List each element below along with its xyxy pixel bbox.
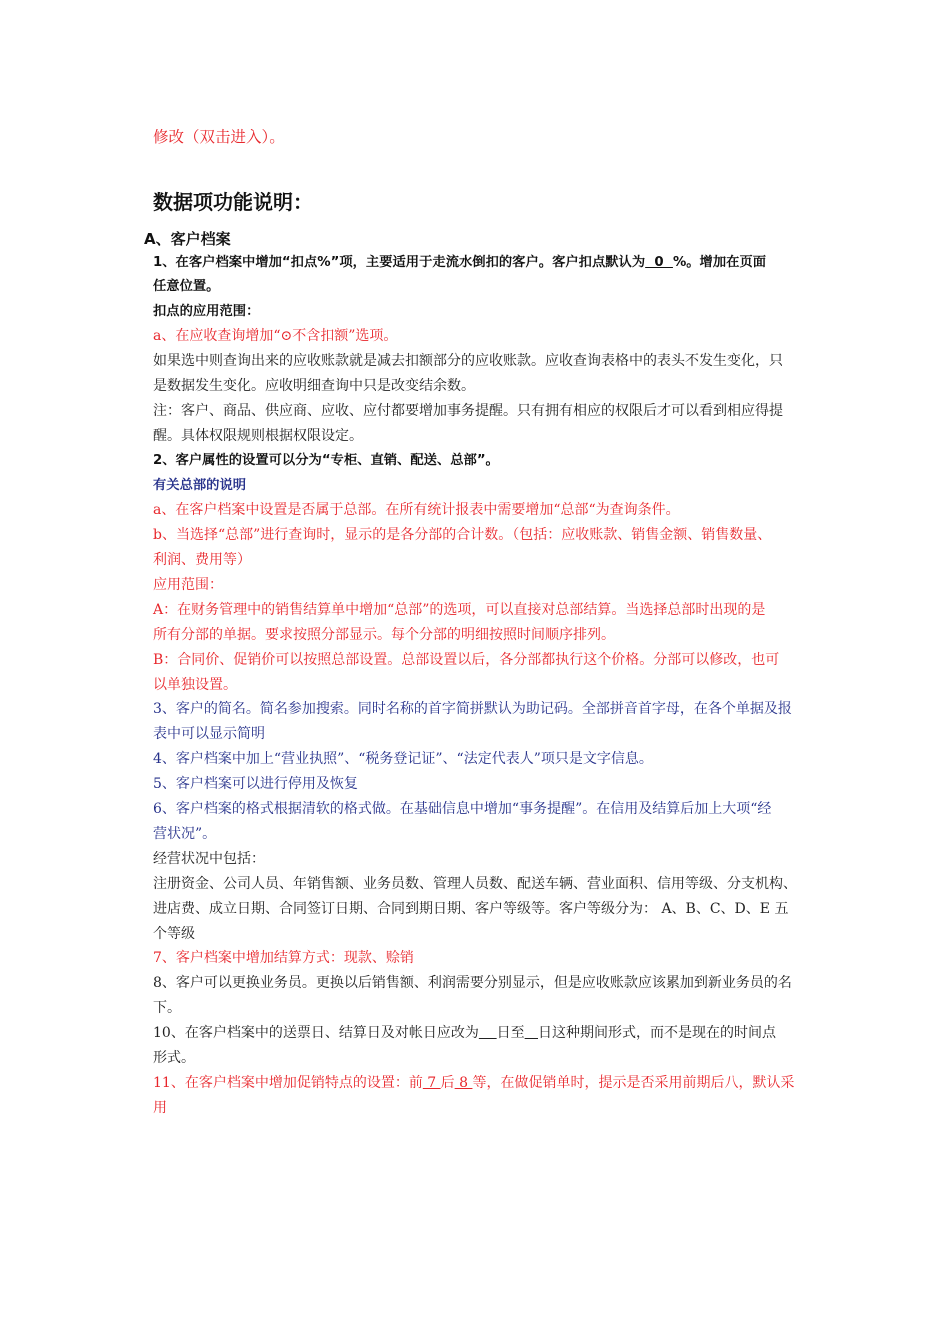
hq-b-line-1: b、当选择“总部”进行查询时，显示的是各分部的合计数。（包括：应收账款、销售金额、销售数量、 [153, 527, 772, 543]
note-line-2: 醒。具体权限规则根据权限设定。 [153, 428, 363, 444]
item-11-value-before: 7 [422, 1075, 441, 1091]
discount-default-value: 0 [645, 255, 673, 270]
section-title: A、客户档案 [144, 230, 231, 248]
ops-line-1: 注册资金、公司人员、年销售额、业务员数、管理人员数、配送车辆、营业面积、信用等级、分支机构、 [153, 876, 797, 892]
ops-line-2: 进店费、成立日期、合同签订日期、合同到期日期、客户等级等。客户等级分为： A、B、C、D、E 五 [153, 901, 789, 917]
item-3-line-2: 表中可以显示简明 [153, 726, 265, 742]
item-11-line-2: 用 [153, 1100, 167, 1116]
item-10-text-b: 日至 [496, 1025, 525, 1041]
item-10-text-a: 10、在客户档案中的送票日、结算日及对帐日应改为 [153, 1025, 479, 1041]
item-10-line-1 [153, 1023, 776, 1043]
scope-b-line-2: 以单独设置。 [153, 677, 237, 693]
desc-line-1: 如果选中则查询出来的应收账款就是减去扣额部分的应收账款。应收查询表格中的表头不发生变化，只 [153, 353, 783, 369]
page-heading: 数据项功能说明： [153, 190, 313, 214]
app-scope-title: 应用范围： [153, 577, 223, 593]
item-7: 7、客户档案中增加结算方式：现款、赊销 [153, 950, 414, 966]
hq-title: 有关总部的说明 [153, 478, 247, 493]
item-8-line-1: 8、客户可以更换业务员。更换以后销售额、利润需要分别显示，但是应收账款应该累加到新业务员的名 [153, 975, 792, 991]
scope-title: 扣点的应用范围： [153, 304, 260, 319]
item-11-value-after: 8 [454, 1075, 473, 1091]
item-11-text-a: 11、在客户档案中增加促销特点的设置：前 [153, 1075, 423, 1091]
item-6-line-1: 6、客户档案的格式根据清软的格式做。在基础信息中增加“事务提醒”。在信用及结算后加上大项“经 [153, 801, 772, 817]
item-10-text-c: 日这种期间形式，而不是现在的时间点 [538, 1025, 776, 1041]
scope-b-line-1: B：合同价、促销价可以按照总部设置。总部设置以后，各分部都执行这个价格。分部可以修改，也可 [153, 652, 780, 668]
hq-b-line-2: 利润、费用等） [153, 552, 251, 568]
item-10-line-2: 形式。 [153, 1050, 195, 1066]
ops-line-3: 个等级 [153, 926, 195, 942]
ops-title: 经营状况中包括： [153, 851, 265, 867]
item-11-text-c: 等，在做促销单时，提示是否采用前期后八，默认采 [472, 1075, 795, 1091]
item-4: 4、客户档案中加上“营业执照”、“税务登记证”、“法定代表人”项只是文字信息。 [153, 751, 653, 767]
item-5: 5、客户档案可以进行停用及恢复 [153, 776, 358, 792]
note-line-1: 注：客户、商品、供应商、应收、应付都要增加事务提醒。只有拥有相应的权限后才可以看到相应得提 [153, 403, 783, 419]
item-1-text-b: %。增加在页面 [672, 255, 767, 270]
item-11-text-b: 后 [440, 1075, 455, 1091]
item-1-line-1 [153, 253, 766, 273]
receivable-option-line: a、在应收查询增加“⊙不含扣额”选项。 [153, 328, 398, 344]
item-3-line-1: 3、客户的简名。简名参加搜索。同时名称的首字简拼默认为助记码。全部拼音首字母，在各个单据及报 [153, 701, 792, 717]
scope-a-line-1: A：在财务管理中的销售结算单中增加“总部”的选项，可以直接对总部结算。当选择总部时出现的是 [153, 602, 766, 618]
item-1-line-2: 任意位置。 [153, 279, 220, 294]
item-8-line-2: 下。 [153, 1000, 181, 1016]
desc-line-2: 是数据发生变化。应收明细查询中只是改变结余数。 [153, 378, 475, 394]
item-11-line-1 [153, 1073, 794, 1093]
scope-a-line-2: 所有分部的单据。要求按照分部显示。每个分部的明细按照时间顺序排列。 [153, 627, 615, 643]
item-1-text-a: 1、在客户档案中增加“扣点%”项，主要适用于走流水倒扣的客户。客户扣点默认为 [153, 255, 646, 270]
hq-a: a、在客户档案中设置是否属于总部。在所有统计报表中需要增加“总部“为查询条件。 [153, 502, 680, 518]
item-10-blank-1 [479, 1025, 497, 1041]
item-2: 2、客户属性的设置可以分为“专柜、直销、配送、总部”。 [153, 453, 499, 468]
intro-line: 修改（双击进入）。 [153, 128, 285, 146]
item-6-line-2: 营状况”。 [153, 826, 217, 842]
item-10-blank-2 [525, 1025, 538, 1041]
